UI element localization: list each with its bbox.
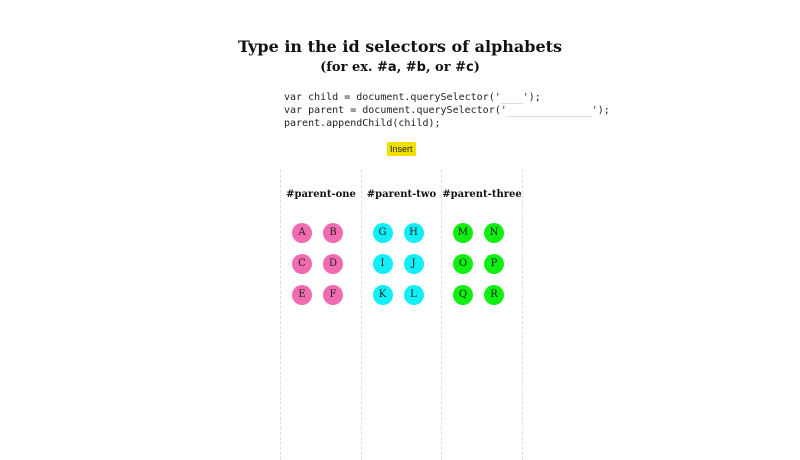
letter-circle: K (373, 285, 393, 305)
parent-column (361, 170, 442, 460)
letter-circle: E (292, 285, 312, 305)
code-line2-pre: var parent = document.querySelector(' (284, 105, 507, 116)
letter-circle: H (404, 223, 424, 243)
column-heading: #parent-three (442, 189, 522, 200)
letter-circle: G (373, 223, 393, 243)
letter-circle: J (404, 254, 424, 274)
parent-selector-input[interactable] (507, 105, 592, 117)
letter-circle: P (484, 254, 504, 274)
code-line1-post: '); (522, 92, 541, 103)
parent-column (441, 170, 523, 460)
subtitle-suffix: ) (473, 60, 480, 75)
letter-circle: C (292, 254, 312, 274)
example-c: #c (455, 60, 474, 75)
insert-button[interactable]: Insert (387, 142, 416, 156)
letter-circle: I (373, 254, 393, 274)
letter-circle: R (484, 285, 504, 305)
letter-circle: D (323, 254, 343, 274)
or-text: , or (425, 60, 451, 75)
code-block (284, 91, 610, 130)
letter-circle: N (484, 223, 504, 243)
child-selector-input[interactable] (501, 92, 523, 104)
parent-column (280, 170, 361, 460)
letter-circle: M (453, 223, 473, 243)
comma: , (396, 60, 402, 75)
letter-circle: F (323, 285, 343, 305)
example-a: #a (377, 60, 397, 75)
example-b: #b (405, 60, 426, 75)
column-heading: #parent-one (286, 189, 356, 200)
letter-circle: Q (453, 285, 473, 305)
code-line2-post: '); (591, 105, 610, 116)
subtitle-prefix: (for ex. (320, 60, 373, 75)
letter-circle: A (292, 223, 312, 243)
code-line1-pre: var child = document.querySelector(' (284, 92, 501, 103)
letter-circle: O (453, 254, 473, 274)
letter-circle: L (404, 285, 424, 305)
letter-circle: B (323, 223, 343, 243)
page-subtitle (0, 60, 800, 75)
page-title: Type in the id selectors of alphabets (237, 37, 563, 56)
column-heading: #parent-two (366, 189, 437, 200)
code-line3: parent.appendChild(child); (284, 118, 441, 129)
